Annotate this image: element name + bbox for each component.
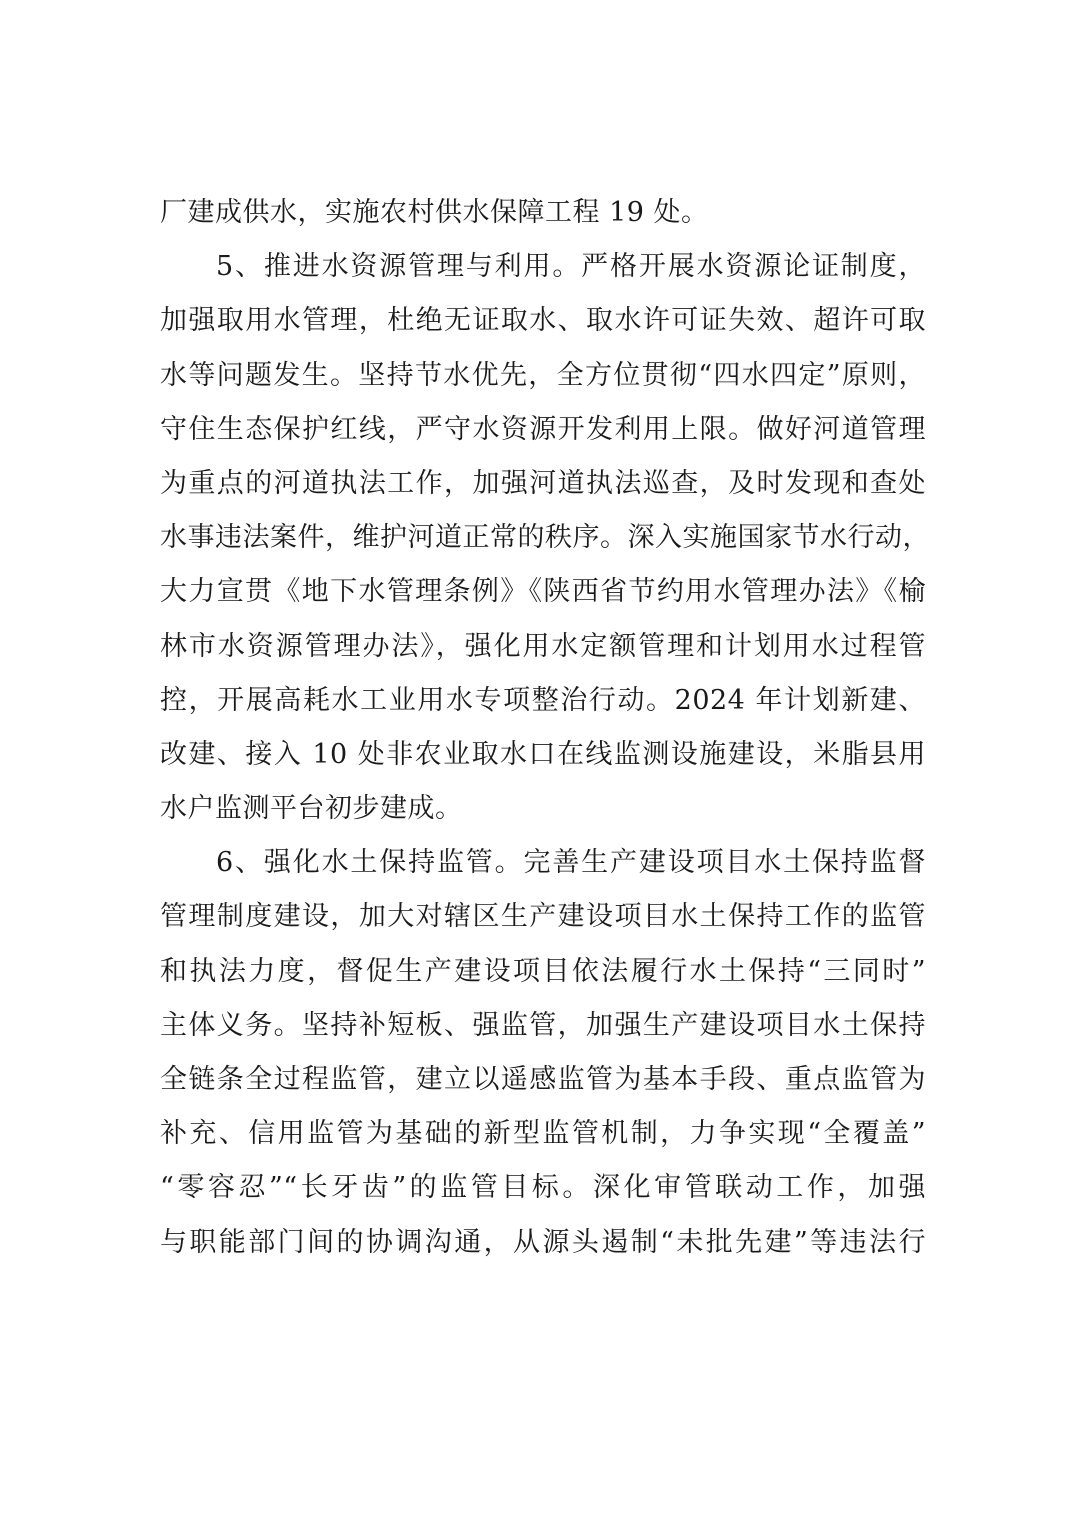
paragraph-line: 全链条全过程监管，建立以遥感监管为基本手段、重点监管为: [160, 1064, 926, 1095]
paragraph-line: 林市水资源管理办法》，强化用水定额管理和计划用水过程管: [160, 630, 926, 662]
paragraph-line: 和执法力度，督促生产建设项目依法履行水土保持“三同时”: [160, 955, 926, 987]
paragraph-line: 守住生态保护红线，严守水资源开发利用上限。做好河道管理: [160, 413, 926, 445]
paragraph-line: 与职能部门间的协调沟通，从源头遏制“未批先建”等违法行: [160, 1226, 926, 1258]
paragraph-line: 5、推进水资源管理与利用。严格开展水资源论证制度，: [216, 251, 926, 283]
body-text: [160, 186, 930, 1270]
paragraph-line: 控，开展高耗水工业用水专项整治行动。2024 年计划新建、: [160, 684, 926, 716]
paragraph-line: 大力宣贯《地下水管理条例》《陕西省节约用水管理办法》《榆: [160, 576, 926, 608]
paragraph-line: 水等问题发生。坚持节水优先，全方位贯彻“四水四定”原则，: [160, 359, 926, 391]
paragraph-line: 6、强化水土保持监管。完善生产建设项目水土保持监督: [216, 847, 926, 879]
paragraph-line: 水事违法案件，维护河道正常的秩序。深入实施国家节水行动，: [160, 522, 930, 554]
paragraph-line: “零容忍”“长牙齿”的监管目标。深化审管联动工作，加强: [160, 1172, 926, 1204]
paragraph-line: 厂建成供水，实施农村供水保障工程 19 处。: [160, 197, 709, 228]
paragraph-line: 加强取用水管理，杜绝无证取水、取水许可证失效、超许可取: [160, 305, 926, 337]
paragraph-line: 主体义务。坚持补短板、强监管，加强生产建设项目水土保持: [160, 1009, 926, 1041]
paragraph-line: 管理制度建设，加大对辖区生产建设项目水土保持工作的监管: [160, 901, 926, 933]
paragraph-line: 补充、信用监管为基础的新型监管机制，力争实现“全覆盖”: [160, 1118, 926, 1150]
paragraph-line: 改建、接入 10 处非农业取水口在线监测设施建设，米脂县用: [160, 738, 926, 770]
paragraph-line: 为重点的河道执法工作，加强河道执法巡查，及时发现和查处: [160, 467, 926, 499]
paragraph-line: 水户监测平台初步建成。: [160, 793, 463, 825]
